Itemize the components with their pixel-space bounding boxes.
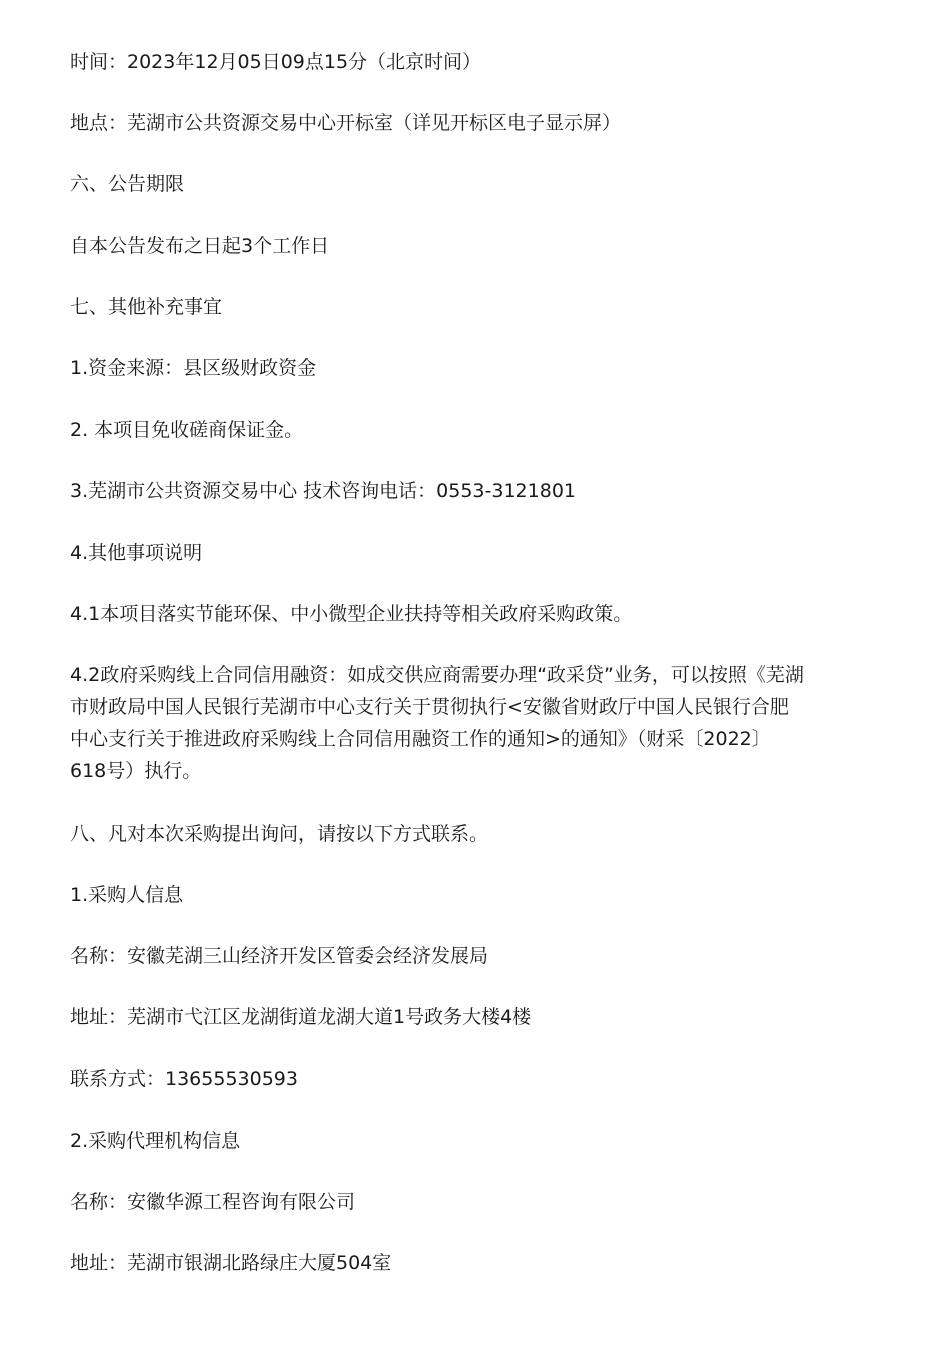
section-heading-other-matters: 七、其他补充事宜 [70, 296, 223, 318]
bid-opening-time: 时间：2023年12月05日09点15分（北京时间） [70, 51, 482, 73]
bid-opening-location: 地点：芜湖市公共资源交易中心开标室（详见开标区电子显示屏） [70, 112, 622, 134]
section-heading-contact: 八、凡对本次采购提出询问，请按以下方式联系。 [70, 823, 489, 845]
agency-address: 地址：芜湖市银湖北路绿庄大厦504室 [70, 1252, 392, 1274]
deposit-exemption: 2. 本项目免收磋商保证金。 [70, 419, 304, 441]
technical-hotline: 3.芜湖市公共资源交易中心 技术咨询电话：0553-3121801 [70, 480, 576, 502]
notice-period-text: 自本公告发布之日起3个工作日 [70, 235, 330, 257]
section-heading-notice-period: 六、公告期限 [70, 173, 185, 195]
agency-name: 名称：安徽华源工程咨询有限公司 [70, 1191, 356, 1213]
funding-source: 1.资金来源：县区级财政资金 [70, 357, 317, 379]
policy-note: 4.1本项目落实节能环保、中小微型企业扶持等相关政府采购政策。 [70, 603, 633, 625]
agency-info-heading: 2.采购代理机构信息 [70, 1130, 241, 1152]
financing-paragraph-line: 618号）执行。 [70, 760, 202, 782]
financing-paragraph-line: 中心支行关于推进政府采购线上合同信用融资工作的通知>的通知》（财采〔2022〕 [70, 728, 771, 750]
purchaser-contact: 联系方式：13655530593 [70, 1068, 298, 1090]
purchaser-name: 名称：安徽芜湖三山经济开发区管委会经济发展局 [70, 945, 489, 967]
financing-paragraph-line: 市财政局中国人民银行芜湖市中心支行关于贯彻执行<安徽省财政厅中国人民银行合肥 [70, 696, 789, 718]
financing-paragraph [70, 659, 885, 787]
financing-paragraph-line: 4.2政府采购线上合同信用融资：如成交供应商需要办理“政采贷”业务，可以按照《芜湖 [70, 664, 804, 686]
purchaser-info-heading: 1.采购人信息 [70, 884, 184, 906]
purchaser-address: 地址：芜湖市弋江区龙湖街道龙湖大道1号政务大楼4楼 [70, 1006, 532, 1028]
other-notes-heading: 4.其他事项说明 [70, 542, 203, 564]
